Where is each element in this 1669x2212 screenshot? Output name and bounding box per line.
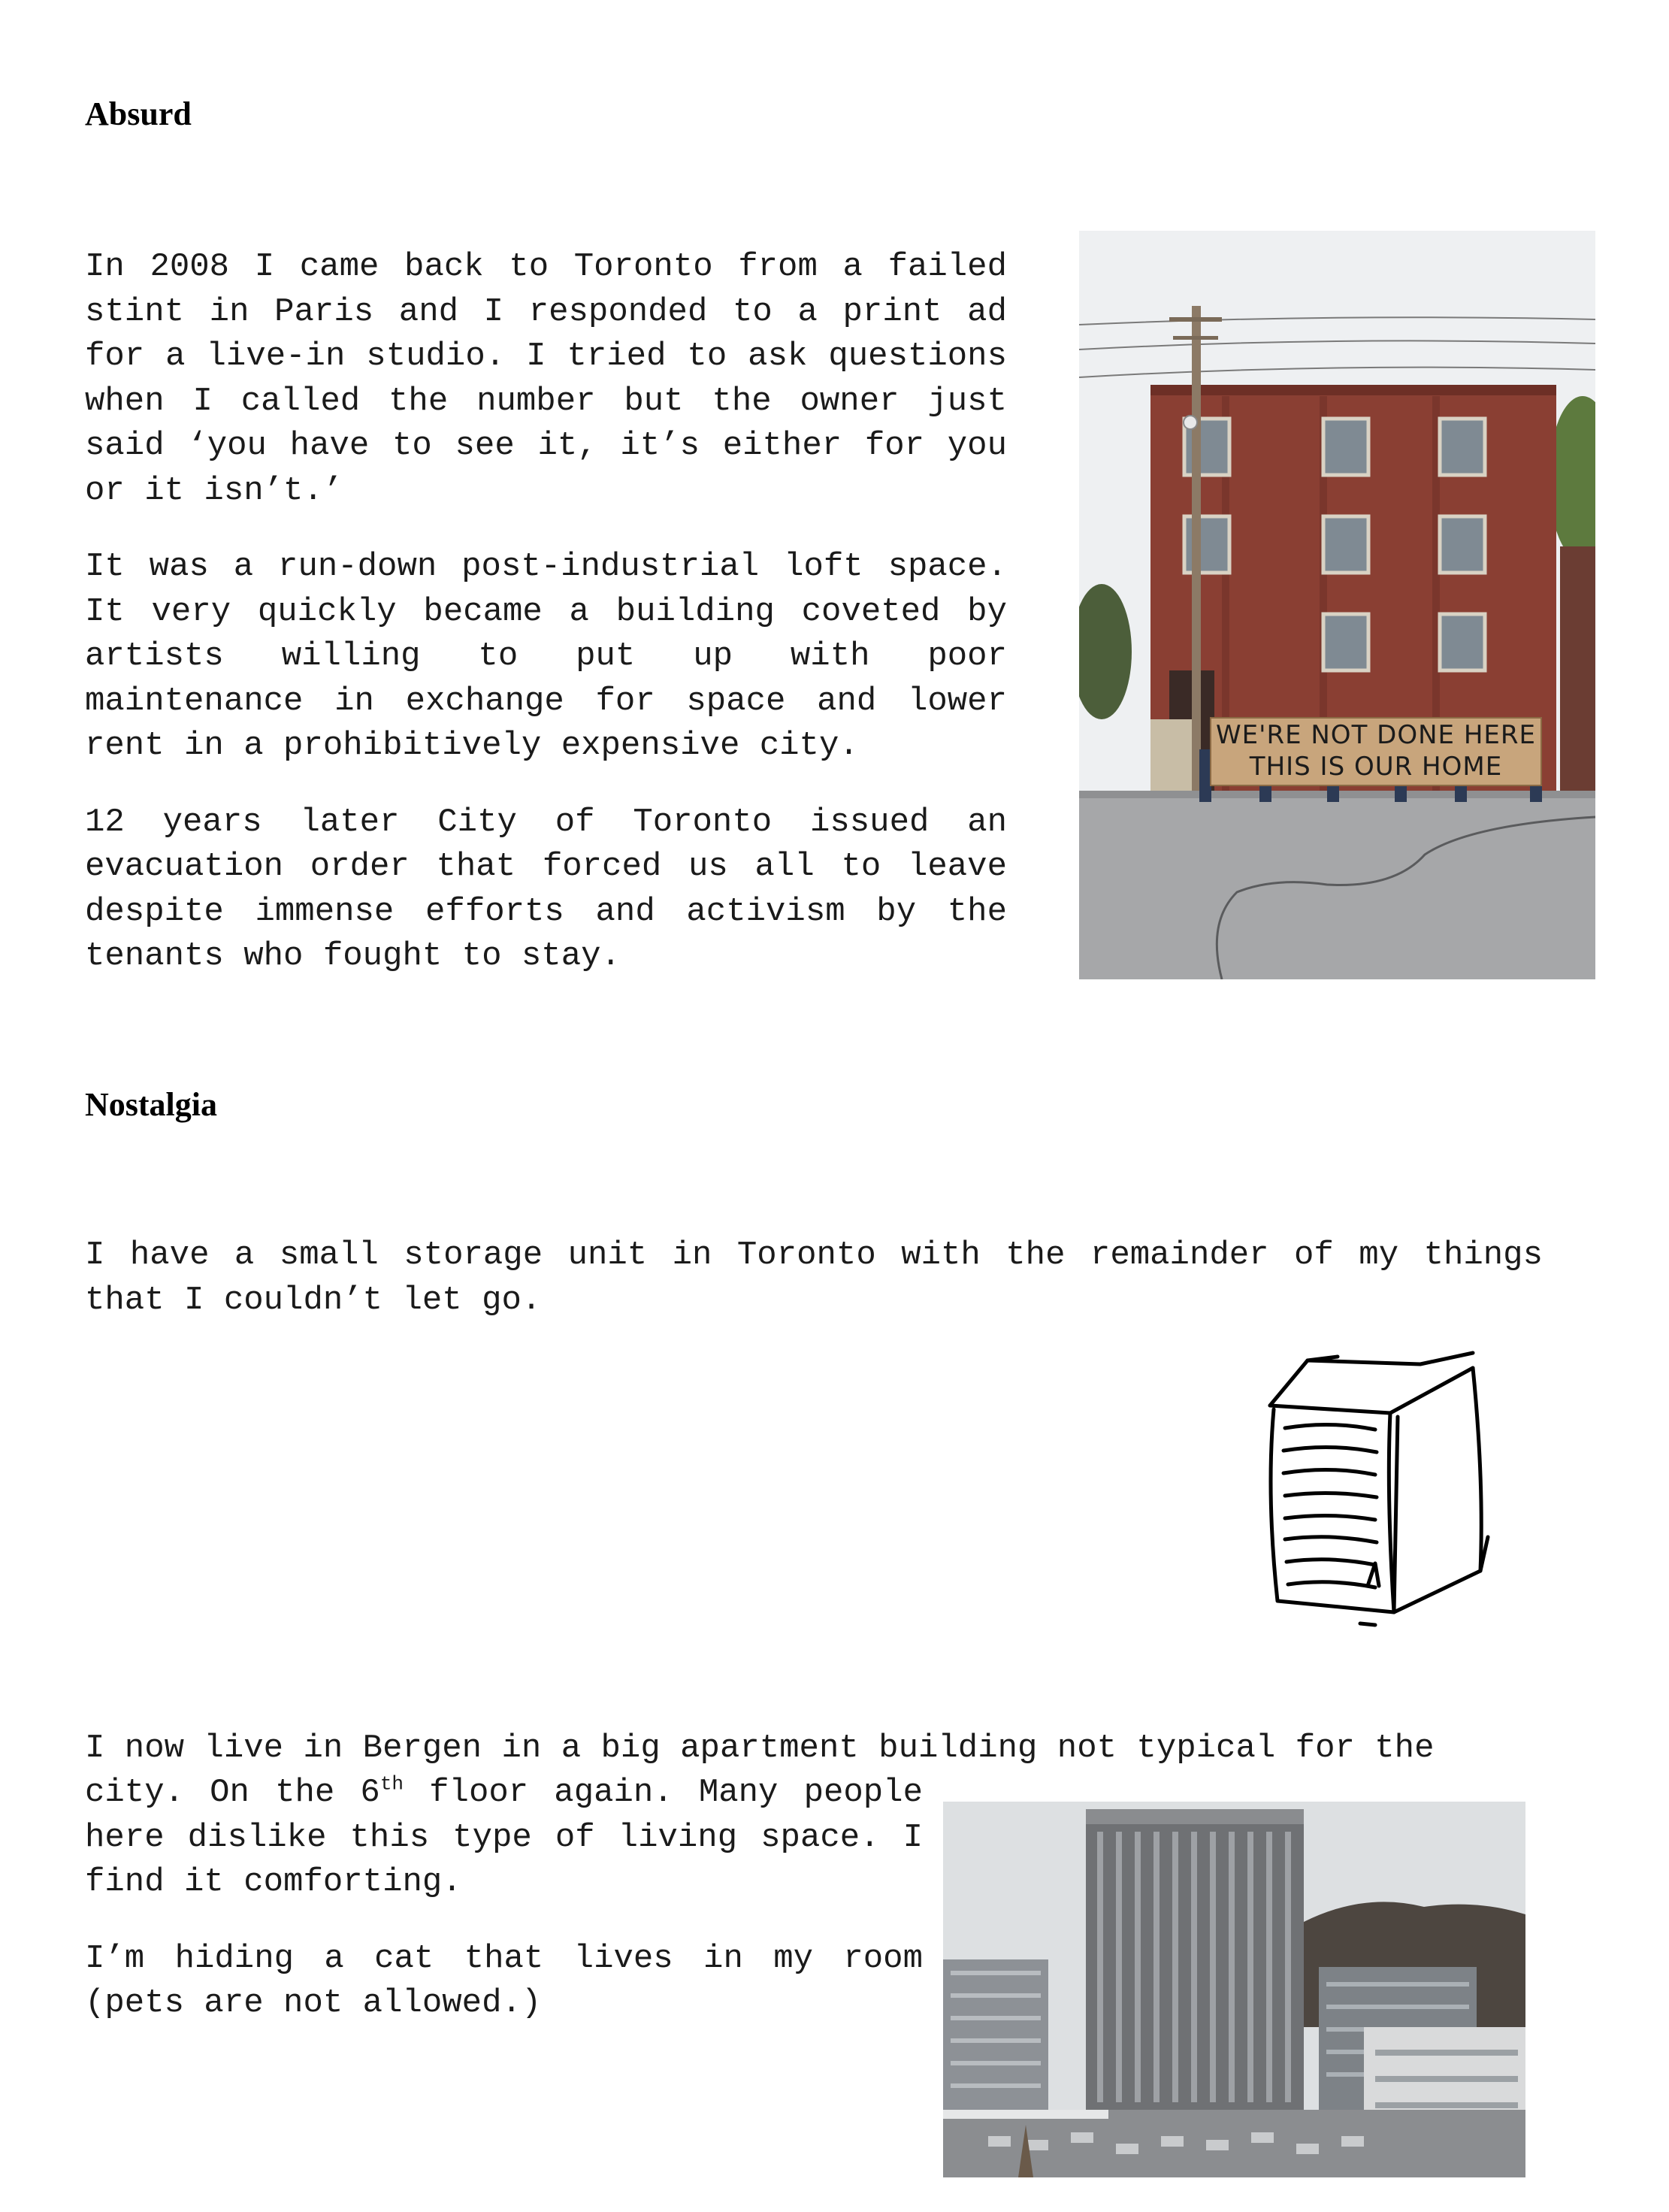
heading-absurd: Absurd xyxy=(85,95,192,132)
banner-line-2: THIS IS OUR HOME xyxy=(1249,752,1503,782)
storage-unit-sketch xyxy=(1255,1345,1495,1646)
nostalgia-text xyxy=(85,1233,1543,1354)
cat-paragraph: I’m hiding a cat that lives in my room (pets are not allowed.) xyxy=(85,1939,923,2022)
protest-banner xyxy=(1211,719,1541,782)
bergen-text xyxy=(85,1771,923,2058)
banner-line-1: WE'RE NOT DONE HERE xyxy=(1216,720,1536,750)
absurd-paragraph-1: In 2008 I came back to Toronto from a failed stint in Paris and I responded to a print ad for a live-in studio. I tried to ask questions when I called the number but the owner just said ‘you have to see it, it’s either for you or it isn’t.’ xyxy=(85,248,1007,510)
heading-nostalgia: Nostalgia xyxy=(85,1086,217,1123)
nostalgia-paragraph-1: I have a small storage unit in Toronto with the remainder of my things that I couldn’t let go. xyxy=(85,1236,1543,1319)
bergen-apartment-photo xyxy=(943,1802,1525,2177)
bergen-paragraph xyxy=(85,1771,923,1905)
bergen-line-1-wrap xyxy=(85,1726,1543,1772)
ordinal-suffix: th xyxy=(379,1772,404,1796)
bergen-line-1: I now live in Bergen in a big apartment building not typical for the xyxy=(85,1729,1435,1767)
toronto-building-photo xyxy=(1079,231,1595,979)
absurd-text xyxy=(85,245,1007,1011)
bergen-text-post: floor again. Many people here dislike this type of living space. I find it comforting. xyxy=(85,1774,923,1901)
absurd-paragraph-3: 12 years later City of Toronto issued an evacuation order that forced us all to leave despite immense efforts and activism by the tenants who fought to stay. xyxy=(85,803,1007,975)
bergen-text-pre: city. On the 6 xyxy=(85,1774,380,1811)
absurd-paragraph-2: It was a run-down post-industrial loft space. It very quickly became a building coveted by artists willing to put up with poor maintenance in exchange for space and lower rent in a prohibitively expensive city. xyxy=(85,548,1007,764)
